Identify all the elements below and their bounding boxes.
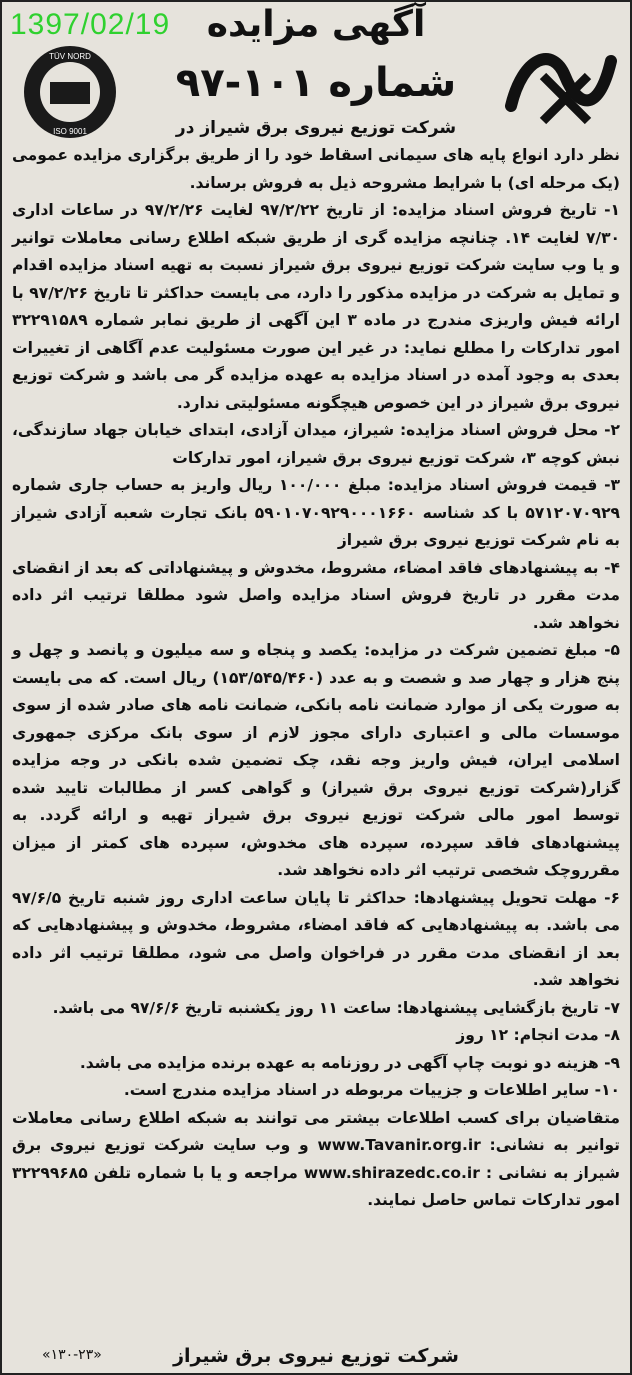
notice-number: شماره ۱۰۱-۹۷ [175, 60, 457, 106]
signature: شرکت توزیع نیروی برق شیراز [173, 1345, 459, 1367]
clause-8: ۸- مدت انجام: ۱۲ روز [456, 1026, 620, 1044]
clause-6: ۶- مهلت تحویل پیشنهادها: حداکثر تا پایان ساعت اداری روز شنبه تاریخ ۹۷/۶/۵ می باشد. به پیشنهادهایی که فاقد امضاء، مشروط، مخدوش و پیشنهادهایی که بعد از انقضای مدت مقرر در فراخوان واصل می شود، مطلقا ترتیب اثر داده نخواهد شد. [12, 888, 620, 989]
notice-title: آگهی مزایده [206, 4, 426, 45]
contact-info: متقاضیان برای کسب اطلاعات بیشتر می توانند به شبکه اطلاع رسانی معاملات توانیر به نشانی: www.Tavanir.org.ir و وب سایت شرکت توزیع نیروی برق شیراز به نشانی : www.shirazedc.co.ir مراجعه و یا با شماره تلفن ۳۲۲۹۹۶۸۵ امور تدارکات تماس حاصل نمایند. [12, 1108, 620, 1209]
intro-paragraph: نظر دارد انواع پایه های سیمانی اسقاط خود را از طریق برگزاری مزایده عمومی (یک مرحله ای) با شرایط مشروحه ذیل به فروش برساند. [12, 146, 620, 192]
clause-3: ۳- قیمت فروش اسناد مزایده: مبلغ ۱۰۰/۰۰۰ ریال واریز به حساب جاری شماره ۵۷۱۲۰۷۰۹۲۹ با کد شناسه ۵۹۰۱۰۷۰۹۲۹۰۰۰۱۶۶۰ بانک تجارت شعبه آزادی شیراز به نام شرکت توزیع نیروی برق شیراز [12, 476, 621, 549]
badge-bottom-text: ISO 9001 [53, 127, 87, 136]
date-stamp: 1397/02/19 [10, 8, 171, 41]
clause-10: ۱۰- سایر اطلاعات و جزییات مربوطه در اسناد مزایده مندرج است. [123, 1081, 620, 1099]
clause-5: ۵- مبلغ تضمین شرکت در مزایده: یکصد و پنجاه و سه میلیون و پانصد و چهل و پنج هزار و چهار صد و شصت و به عدد (۱۵۳/۵۴۵/۴۶۰) ریال است. که می بایست به صورت یکی از موارد ضمانت نامه بانکی، ضمانت نامه های صادر شده از سوی موسسات مالی و اعتباری دارای مجوز لازم از سوی بانک مرکزی جمهوری اسلامی ایران، فیش واریز وجه نقد، چک تضمین شده بانکی در وجه مزایده گزار(شرکت توزیع نیروی برق شیراز) و گواهی کسر از مطالبات تایید شده توسط امور مالی شرکت توزیع نیروی برق شیراز تهیه و ارائه گردد. به پیشنهادهای فاقد سپرده، سپرده های مخدوش، سپرده های کمتر از میزان مقرروچک شخصی ترتیب اثر داده نخواهد شد. [12, 641, 620, 879]
clause-2: ۲- محل فروش اسناد مزایده: شیراز، میدان آزادی، ابتدای خیابان جهاد سازندگی، نبش کوچه ۳، شرکت توزیع نیروی برق شیراز، امور تدارکات [12, 421, 620, 467]
clause-1: ۱- تاریخ فروش اسناد مزایده: از تاریخ ۹۷/۲/۲۲ لغایت ۹۷/۲/۲۶ در ساعات اداری ۷/۳۰ لغایت ۱۴. چنانچه مزایده گری از طریق شبکه اطلاع رسانی معاملات توانیر و یا وب سایت شرکت توزیع نیروی برق شیراز نسبت به تهیه اسناد مزایده اقدام و تمایل به شرکت در مزایده مذکور را دارد، می بایست حداکثر تا تاریخ ۹۷/۲/۲۶ با ارائه فیش واریزی مندرج در ماده ۳ این آگهی از طریق نمابر شماره ۳۲۲۹۱۵۸۹ امور تدارکات را مطلع نماید: در غیر این صورت مسئولیت عدم آگاهی از تغییرات بعدی به وجود آمده در اسناد مزایده به عهده مزایده گر می باشد و شرکت توزیع نیروی برق شیراز در این خصوص هیچگونه مسئولیتی ندارد. [12, 201, 620, 412]
notice-body [12, 142, 620, 1215]
clause-9: ۹- هزینه دو نوبت چاپ آگهی در روزنامه به عهده برنده مزایده می باشد. [79, 1053, 620, 1072]
clause-7: ۷- تاریخ بازگشایی پیشنهادها: ساعت ۱۱ روز یکشنبه تاریخ ۹۷/۶/۶ می باشد. [52, 998, 620, 1017]
badge-top-text: TÜV NORD [49, 52, 91, 61]
clause-4: ۴- به پیشنهادهای فاقد امضاء، مشروط، مخدوش و پیشنهاداتی که بعد از انقضای مدت مقرر در تاریخ فروش اسناد مزایده واصل شود مطلقا ترتیب اثر داده نخواهد شد. [12, 558, 620, 632]
intro-company: شرکت توزیع نیروی برق شیراز در [175, 118, 457, 138]
notice-code: «۱۳۰-۲۳» [42, 1347, 102, 1363]
